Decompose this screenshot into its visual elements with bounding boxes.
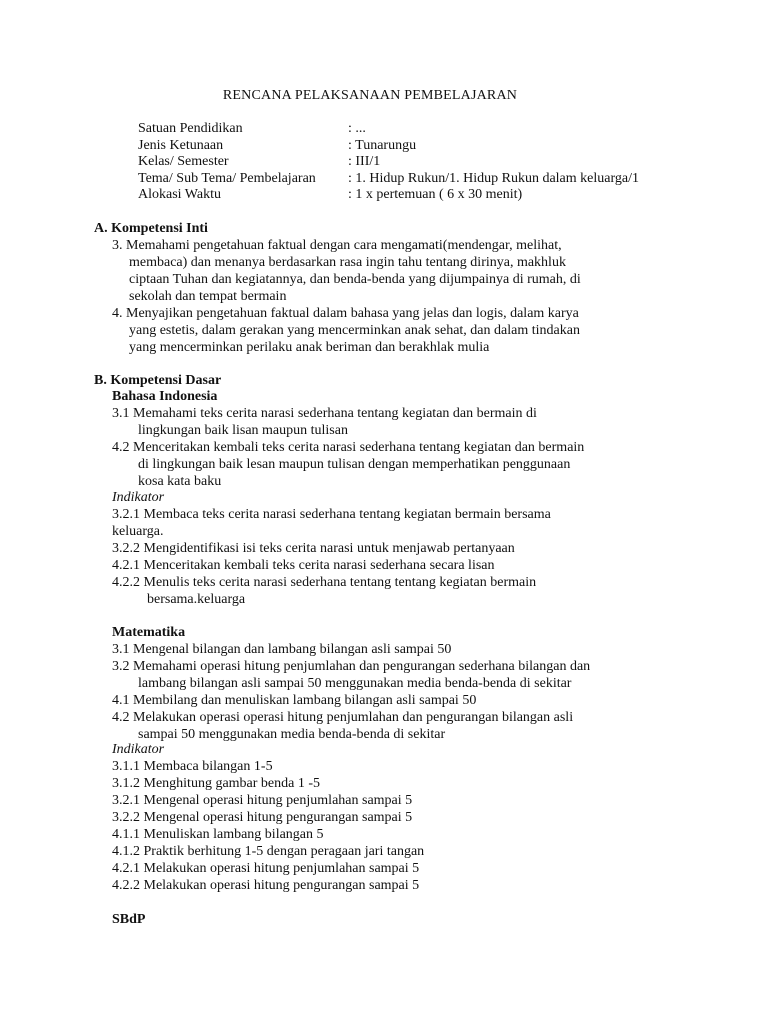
identity-label: Tema/ Sub Tema/ Pembelajaran xyxy=(138,170,316,186)
subject-heading-bahasa-indonesia: Bahasa Indonesia xyxy=(112,389,218,404)
ki-item-line: 3. Memahami pengetahuan faktual dengan cara mengamati(mendengar, melihat, xyxy=(112,238,562,253)
identity-row xyxy=(138,171,639,188)
indikator-line: 4.1.2 Praktik berhitung 1-5 dengan peragaan jari tangan xyxy=(112,844,425,859)
kd-item-line: lambang bilangan asli sampai 50 menggunakan media benda-benda di sekitar xyxy=(138,676,572,691)
subject-heading-sbdp: SBdP xyxy=(112,912,146,927)
indikator-line: 4.2.2 Menulis teks cerita narasi sederhana tentang tentang kegiatan bermain xyxy=(112,575,537,590)
kd-item-line: sampai 50 menggunakan media benda-benda di sekitar xyxy=(138,727,446,742)
indikator-line: 3.2.2 Mengidentifikasi isi teks cerita narasi untuk menjawab pertanyaan xyxy=(112,541,515,556)
identity-row xyxy=(138,138,639,155)
kd-item-line: kosa kata baku xyxy=(138,474,222,489)
kd-item-line: 3.1 Mengenal bilangan dan lambang bilangan asli sampai 50 xyxy=(112,642,452,657)
ki-item-line: ciptaan Tuhan dan kegiatannya, dan benda-benda yang dijumpainya di rumah, di xyxy=(129,272,581,287)
indikator-line: 4.2.1 Menceritakan kembali teks cerita narasi sederhana secara lisan xyxy=(112,558,495,573)
document-title: RENCANA PELAKSANAAN PEMBELAJARAN xyxy=(222,88,518,103)
indikator-line: 3.1.2 Menghitung gambar benda 1 -5 xyxy=(112,776,321,791)
kd-item-line: lingkungan baik lisan maupun tulisan xyxy=(138,423,348,438)
identity-row xyxy=(138,154,639,171)
ki-item-line: 4. Menyajikan pengetahuan faktual dalam bahasa yang jelas dan logis, dalam karya xyxy=(112,306,579,321)
kd-heading: B. Kompetensi Dasar xyxy=(94,373,222,388)
indikator-line: keluarga. xyxy=(112,524,164,539)
identity-label: Kelas/ Semester xyxy=(138,154,229,170)
indikator-line: 3.2.2 Mengenal operasi hitung pengurangan sampai 5 xyxy=(112,810,413,825)
kd-item-line: di lingkungan baik lesan maupun tulisan dengan memperhatikan penggunaan xyxy=(138,457,571,472)
kd-item-line: 4.2 Melakukan operasi operasi hitung penjumlahan dan pengurangan bilangan asli xyxy=(112,710,574,725)
identity-value: : 1. Hidup Rukun/1. Hidup Rukun dalam keluarga/1 xyxy=(348,170,639,186)
identity-value: : III/1 xyxy=(348,154,381,170)
identity-row xyxy=(138,187,639,204)
ki-item-line: sekolah dan tempat bermain xyxy=(129,289,287,304)
identity-label: Jenis Ketunaan xyxy=(138,137,224,153)
indikator-line: bersama.keluarga xyxy=(147,592,246,607)
identity-label: Satuan Pendidikan xyxy=(138,121,243,136)
identity-value: : Tunarungu xyxy=(348,137,417,153)
indikator-line: 3.2.1 Membaca teks cerita narasi sederhana tentang kegiatan bermain bersama xyxy=(112,507,551,522)
kd-item-line: 4.2 Menceritakan kembali teks cerita narasi sederhana tentang kegiatan dan bermain xyxy=(112,440,585,455)
identity-value: : ... xyxy=(348,121,366,136)
indikator-line: 4.2.1 Melakukan operasi hitung penjumlahan sampai 5 xyxy=(112,861,420,876)
ki-item-line: yang estetis, dalam gerakan yang mencerminkan anak sehat, dan dalam tindakan xyxy=(129,323,580,338)
kd-item-line: 3.1 Memahami teks cerita narasi sederhana tentang kegiatan dan bermain di xyxy=(112,406,537,421)
ki-item-line: yang mencerminkan perilaku anak beriman dan berakhlak mulia xyxy=(129,340,490,355)
indikator-line: 4.1.1 Menuliskan lambang bilangan 5 xyxy=(112,827,324,842)
subject-heading-matematika: Matematika xyxy=(112,625,186,640)
ki-item-line: membaca) dan menanya berdasarkan rasa ingin tahu tentang dirinya, makhluk xyxy=(129,255,566,270)
kd-item-line: 3.2 Memahami operasi hitung penjumlahan dan pengurangan sederhana bilangan dan xyxy=(112,659,591,674)
identity-row xyxy=(138,121,639,138)
identity-value: : 1 x pertemuan ( 6 x 30 menit) xyxy=(348,187,523,203)
identity-table xyxy=(138,121,639,204)
indikator-line: 3.2.1 Mengenal operasi hitung penjumlahan sampai 5 xyxy=(112,793,413,808)
kd-item-line: 4.1 Membilang dan menuliskan lambang bilangan asli sampai 50 xyxy=(112,693,477,708)
indikator-line: 4.2.2 Melakukan operasi hitung pengurangan sampai 5 xyxy=(112,878,420,893)
identity-label: Alokasi Waktu xyxy=(138,187,221,203)
indikator-label: Indikator xyxy=(112,742,165,757)
ki-heading: A. Kompetensi Inti xyxy=(94,221,208,236)
indikator-line: 3.1.1 Membaca bilangan 1-5 xyxy=(112,759,273,774)
indikator-label: Indikator xyxy=(112,490,165,505)
